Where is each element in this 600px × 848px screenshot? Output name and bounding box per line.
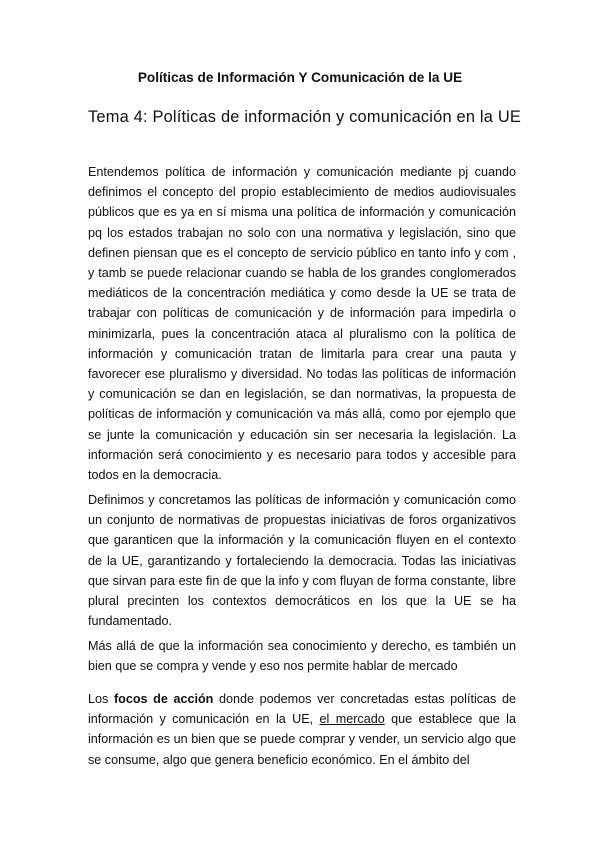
- bold-term-focos-de-accion: focos de acción: [113, 692, 214, 706]
- document-header-title: Políticas de Información Y Comunicación de la UE: [137, 70, 463, 85]
- paragraph-4-text-start: Los: [88, 692, 114, 706]
- section-title: Tema 4: Políticas de información y comunicación en la UE: [88, 108, 522, 126]
- body-paragraph-1: Entendemos política de información y comunicación mediante pj cuando definimos el concepto del propio establecimiento de medios audiovisuales públicos que es ya en sí misma una política de información y comunicación pq los estados trabajan no solo con una normativa y legislación, sino que definen piensan que es el concepto de servicio público en tanto info y com , y tamb se puede relacionar cuando se habla de los grandes conglomerados mediáticos de la concentración mediática y como desde la UE se trata de trabajar con políticas de comunicación y de información para impedirla o minimizarla, pues la concentración ataca al pluralismo con la política de información y comunicación tratan de limitarla para crear una pauta y favorecer ese pluralismo y diversidad. No todas las políticas de información y comunicación se dan en legislación, se dan normativas, la propuesta de políticas de información y comunicación va más allá, como por ejemplo que se junte la comunicación y educación sin ser necesaria la legislación. La información será conocimiento y es necesario para todos y accesible para todos en la democracia.: [88, 165, 516, 483]
- paragraph-4-text-end: que establece que la información es un bien que se puede comprar y vender, un servicio algo que se consume, algo que genera beneficio económico. En el ámbito del: [88, 712, 516, 767]
- underlined-term-el-mercado: el mercado: [319, 712, 385, 727]
- body-paragraph-4: [88, 689, 516, 770]
- paragraph-4-text-middle: donde podemos ver concretadas estas políticas de información y comunicación en la UE,: [88, 692, 516, 727]
- body-paragraph-2: Definimos y concretamos las políticas de información y comunicación como un conjunto de normativas de propuestas iniciativas de foros organizativos que garanticen que la información y la comunicación fluyen en el contexto de la UE, garantizando y fortaleciendo la democracia. Todas las iniciativas que sirvan para este fin de que la info y com fluyan de forma constante, libre plural precinten los contextos democráticos en los que la UE se ha fundamentado.: [88, 493, 516, 629]
- body-paragraph-3: Más allá de que la información sea conocimiento y derecho, es también un bien que se compra y vende y eso nos permite hablar de mercado: [88, 639, 516, 674]
